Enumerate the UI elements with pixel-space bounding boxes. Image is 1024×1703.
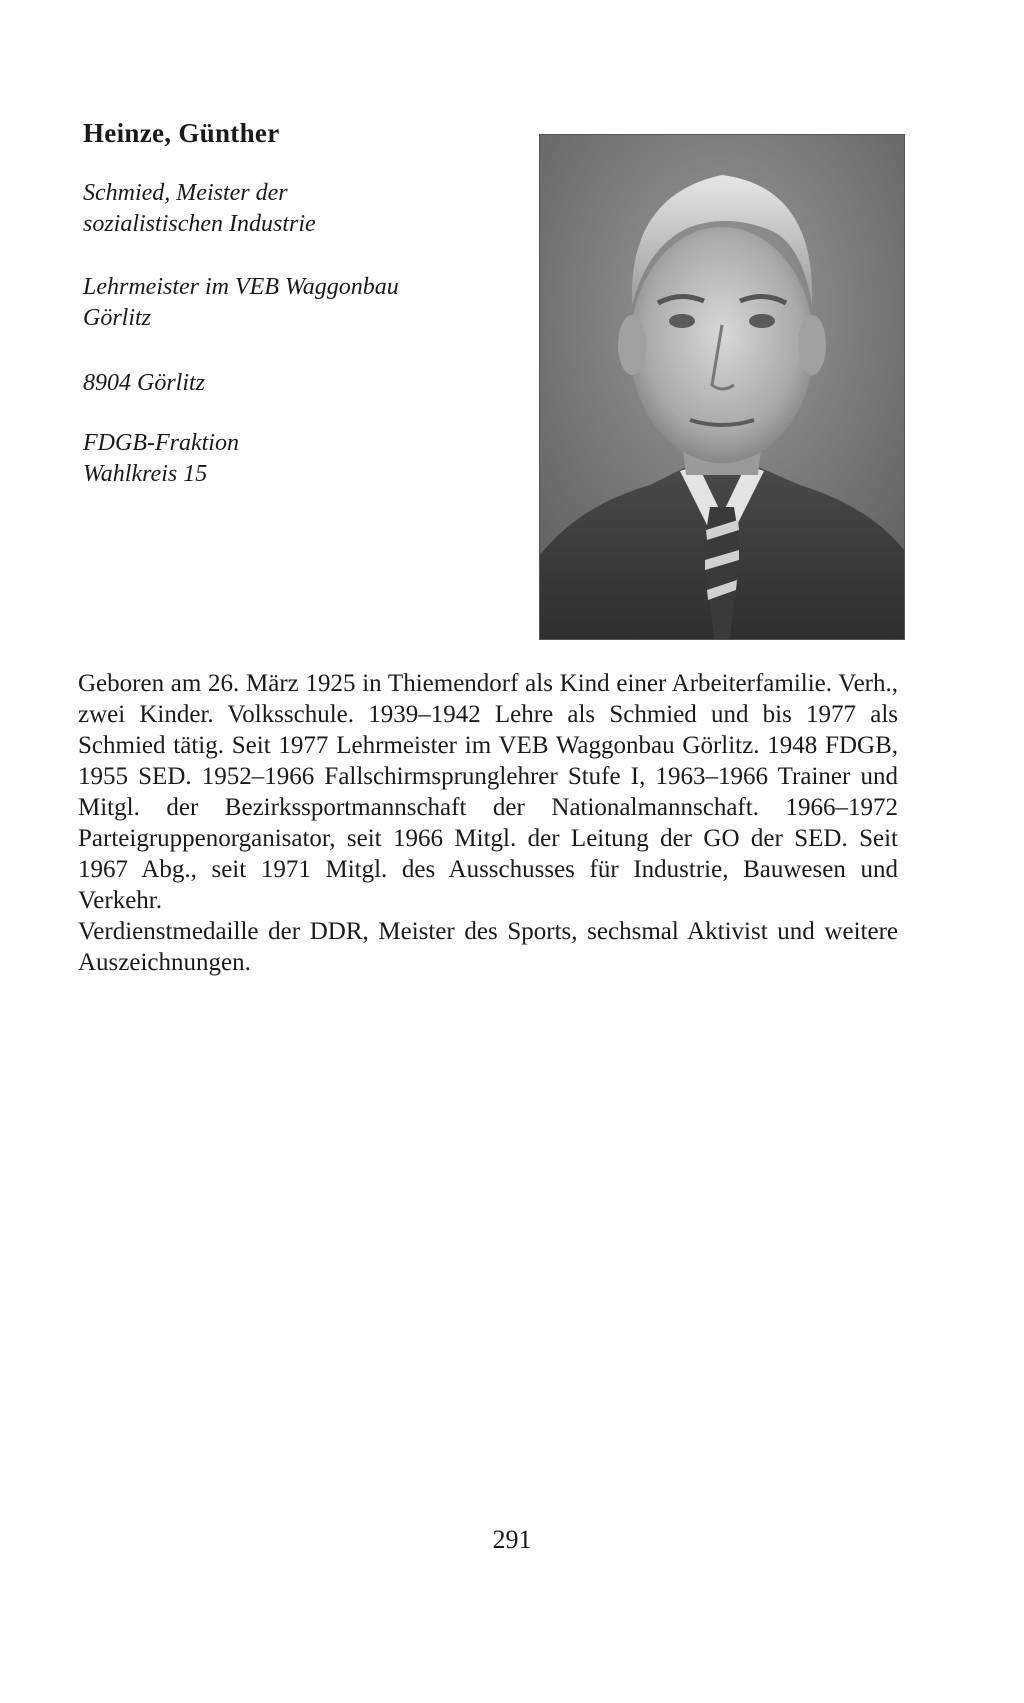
address-block [83, 368, 523, 399]
portrait-image [540, 135, 904, 639]
profession-line-1: Schmied, Meister der [83, 180, 288, 206]
faction-line-2: Wahlkreis 15 [83, 461, 208, 487]
awards-paragraph: Verdienstmedaille der DDR, Meister des Sports, sechsmal Aktivist und weitere Auszeichnungen. [78, 918, 898, 976]
page-number: 291 [492, 1525, 532, 1554]
position-line-2: Görlitz [83, 305, 152, 331]
position-block [83, 272, 523, 334]
faction-line-1: FDGB-Fraktion [83, 430, 239, 456]
biography [78, 668, 898, 978]
position-line-1: Lehrmeister im VEB Waggonbau [83, 274, 399, 300]
profession-line-2: sozialistischen Industrie [83, 211, 316, 237]
biography-paragraph: Geboren am 26. März 1925 in Thiemendorf als Kind einer Arbeiterfamilie. Verh., zwei Kinder. Volksschule. 1939–1942 Lehre als Schmied und bis 1977 als Schmied tätig. Seit 1977 Lehrmeister im VEB Waggonbau Görlitz. 1948 FDGB, 1955 SED. 1952–1966 Fallschirmsprunglehrer Stufe I, 1963–1966 Trainer und Mitgl. der Bezirkssportmannschaft der Nationalmannschaft. 1966–1972 Parteigruppenorganisator, seit 1966 Mitgl. der Leitung der GO der SED. Seit 1967 Abg., seit 1971 Mitgl. des Ausschusses für Industrie, Bauwesen und Verkehr. [78, 670, 898, 914]
person-name: Heinze, Günther [83, 118, 280, 148]
profession-block [83, 178, 523, 240]
portrait-photo [539, 134, 905, 640]
address-line: 8904 Görlitz [83, 370, 206, 396]
faction-block [83, 428, 523, 490]
